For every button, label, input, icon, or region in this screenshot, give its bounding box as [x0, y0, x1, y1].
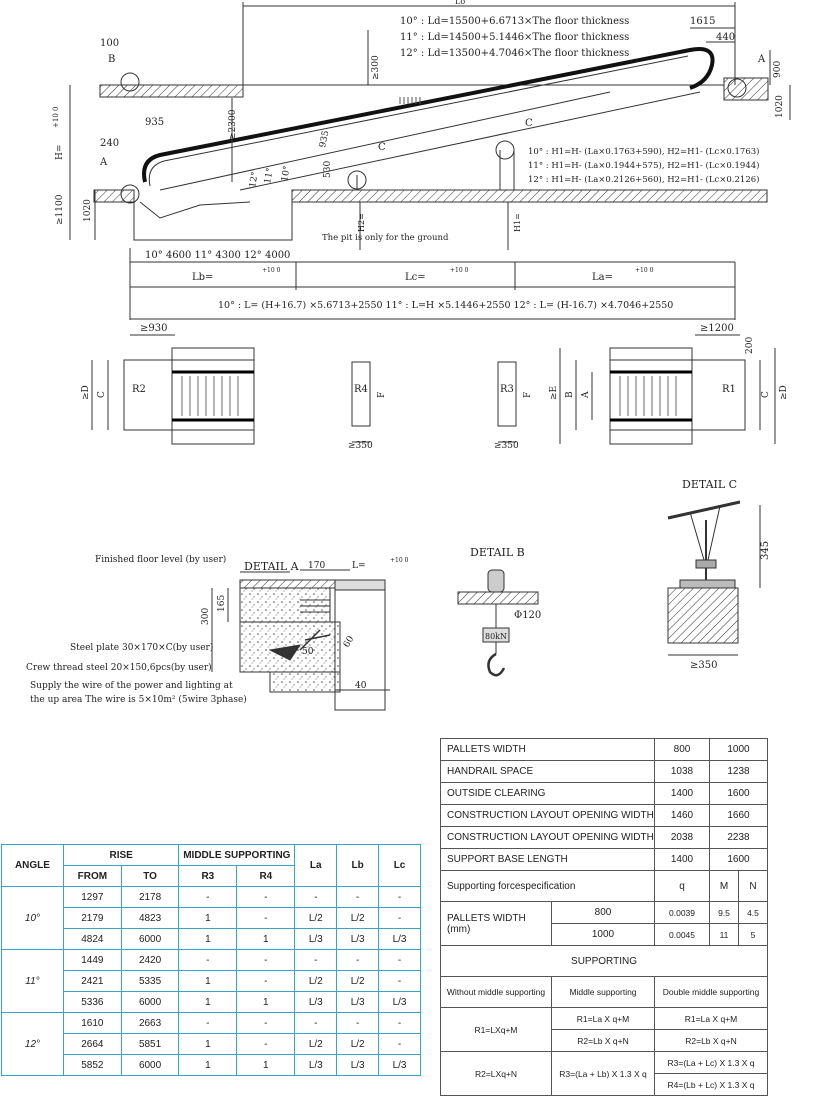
l-formula: 10° : L= (H+16.7) ×5.6713+2550 11° : L=H ×5.1446+2550 12° : L= (H-16.7) ×4.7046+2550 [218, 300, 674, 311]
formula-r2-without: R2=LXq+N [441, 1052, 552, 1096]
cell-from: 2664 [63, 1034, 121, 1055]
la-tol: +10 0 [635, 267, 654, 274]
support-circle-c2 [496, 141, 514, 159]
lb-eq: Lb= [192, 272, 214, 283]
label-r2: R2 [132, 384, 146, 395]
pit-outline [134, 202, 292, 240]
dim-1020-left: 1020 [83, 199, 93, 222]
upper-floor-left [100, 85, 243, 97]
dim-1615: 1615 [690, 16, 716, 27]
pw-m: 9.5 [710, 902, 739, 924]
cell-r3: 1 [179, 992, 237, 1013]
spec-v2: 1238 [710, 761, 768, 783]
label-f-r3: F [523, 391, 533, 398]
table-row [441, 871, 768, 902]
cell-lb: - [337, 887, 379, 908]
cell-lc: L/3 [379, 992, 421, 1013]
force-label: Supporting forcespecification [441, 871, 655, 902]
dim-200: 200 [745, 336, 755, 354]
cell-lc: - [379, 950, 421, 971]
cell-to: 2178 [121, 887, 179, 908]
cell-r3: 1 [179, 929, 237, 950]
label-ge-d-left: ≥D [81, 385, 91, 400]
dim-935: 935 [145, 117, 165, 128]
table-row [2, 1013, 421, 1034]
cell-lc: - [379, 971, 421, 992]
table-row [2, 1055, 421, 1076]
detail-a-l-eq: L= [352, 561, 366, 571]
ld-10-formula: 10° : Ld=15500+6.6713×The floor thickness [400, 16, 630, 27]
angle-cell: 11° [2, 950, 64, 1013]
header-la: La [295, 845, 337, 887]
spec-v2: 1000 [710, 739, 768, 761]
formula-r3-double: R3=(La + Lc) X 1.3 X q [655, 1052, 768, 1074]
cell-la: L/2 [295, 971, 337, 992]
supporting-title: SUPPORTING [441, 946, 768, 977]
spec-v2: 1600 [710, 783, 768, 805]
spec-v2: 2238 [710, 827, 768, 849]
label-c1: C [378, 142, 386, 153]
detail-c [668, 502, 760, 655]
h1-formula-11: 11° : H1=H- (La×0.1944+575), H2=H1- (Lc×0.1944) [528, 161, 760, 171]
cell-lc: L/3 [379, 929, 421, 950]
table-row [441, 946, 768, 977]
cell-r3: - [179, 1013, 237, 1034]
h2-eq: H2= [357, 213, 366, 232]
lb-tol: +10 0 [262, 267, 281, 274]
table-row [441, 977, 768, 1008]
cell-la: - [295, 887, 337, 908]
dim-170: 170 [308, 561, 326, 571]
dim-lo: Lo [455, 0, 466, 6]
label-ge-d-right: ≥D [779, 385, 789, 400]
cell-r4: - [237, 1034, 295, 1055]
spec-label: SUPPORT BASE LENGTH [441, 849, 655, 871]
header-angle: ANGLE [2, 845, 64, 887]
header-from: FROM [63, 866, 121, 887]
cell-lc: L/3 [379, 1055, 421, 1076]
cell-to: 6000 [121, 929, 179, 950]
dim-40: 40 [355, 681, 367, 691]
formula-r2-double: R2=Lb X q+N [655, 1030, 768, 1052]
cell-r4: - [237, 908, 295, 929]
header-without-middle: Without middle supporting [441, 977, 552, 1008]
header-r3: R3 [179, 866, 237, 887]
table-row [2, 929, 421, 950]
dim-900: 900 [773, 60, 783, 78]
table-row [2, 992, 421, 1013]
detail-a-labels [26, 554, 409, 705]
table-row [441, 849, 768, 871]
pw-q: 0.0045 [655, 924, 710, 946]
spec-v1: 1460 [655, 805, 710, 827]
header-lb: Lb [337, 845, 379, 887]
cell-lb: L/2 [337, 971, 379, 992]
dim-ge930: ≥930 [140, 323, 168, 334]
cell-r3: 1 [179, 908, 237, 929]
angle-10: 10° [280, 165, 293, 183]
spec-label: CONSTRUCTION LAYOUT OPENING WIDTH [441, 805, 655, 827]
dim-530: 530 [323, 160, 333, 178]
lower-floor-right [292, 190, 767, 202]
table-row [441, 1008, 768, 1030]
label-r1: R1 [722, 384, 736, 395]
h1-eq: H1= [513, 213, 522, 232]
dim-300: 300 [201, 607, 211, 625]
ld-11-formula: 11° : Ld=14500+5.1446×The floor thickness [400, 32, 630, 43]
cell-r4: 1 [237, 929, 295, 950]
label-f-r4: F [377, 391, 387, 398]
lower-floor-left [94, 190, 134, 202]
spec-v1: 1400 [655, 849, 710, 871]
load-80kn: 80kN [485, 632, 508, 641]
spec-label: HANDRAIL SPACE [441, 761, 655, 783]
dim-ge350-c: ≥350 [690, 660, 718, 671]
spec-label: CONSTRUCTION LAYOUT OPENING WIDTH [441, 827, 655, 849]
label-r4: R4 [354, 384, 368, 395]
cell-r4: - [237, 1013, 295, 1034]
cell-to: 4823 [121, 908, 179, 929]
table-row [2, 950, 421, 971]
cell-to: 6000 [121, 992, 179, 1013]
formula-r1-middle: R1=La X q+M [552, 1008, 655, 1030]
header-to: TO [121, 866, 179, 887]
spec-v1: 1038 [655, 761, 710, 783]
formula-r4-double: R4=(Lb + Lc) X 1.3 X q [655, 1074, 768, 1096]
table-row [2, 971, 421, 992]
header-lc: Lc [379, 845, 421, 887]
rise-table [1, 844, 421, 1076]
dim-ge2300: ≥2300 [228, 109, 238, 140]
spec-v1: 1400 [655, 783, 710, 805]
dim-50: 50 [302, 647, 314, 657]
label-ge-e: ≥E [549, 385, 559, 400]
lc-eq: Lc= [405, 272, 426, 283]
spec-table [440, 738, 768, 1096]
header-r4: R4 [237, 866, 295, 887]
cell-to: 6000 [121, 1055, 179, 1076]
h-tol: +10 0 [52, 106, 60, 128]
cell-r4: 1 [237, 992, 295, 1013]
cell-la: - [295, 950, 337, 971]
force-n: N [739, 871, 768, 902]
ld-12-formula: 12° : Ld=13500+4.7046×The floor thickness [400, 48, 630, 59]
cell-r4: - [237, 971, 295, 992]
label-a-right: A [758, 54, 766, 65]
header-middle-supporting: Middle supporting [552, 977, 655, 1008]
formula-r3-middle: R3=(La + Lb) X 1.3 X q [552, 1052, 655, 1096]
cell-la: L/3 [295, 992, 337, 1013]
finished-floor-note: Finished floor level (by user) [95, 555, 227, 565]
cell-r4: - [237, 887, 295, 908]
cell-lc: - [379, 1013, 421, 1034]
table-row [2, 908, 421, 929]
dim-240: 240 [100, 138, 120, 149]
angle-12: 12° [248, 171, 261, 189]
cell-lb: - [337, 950, 379, 971]
cell-from: 5852 [63, 1055, 121, 1076]
steel-plate-note: Steel plate 30×170×C(by user) [70, 643, 214, 653]
table-row [2, 887, 421, 908]
cell-lb: - [337, 1013, 379, 1034]
cell-r4: - [237, 950, 295, 971]
cell-lb: L/3 [337, 992, 379, 1013]
cell-r3: 1 [179, 971, 237, 992]
pit-note: The pit is only for the ground [322, 233, 449, 243]
cell-lc: - [379, 887, 421, 908]
header-rise: RISE [63, 845, 178, 866]
table-row [2, 1034, 421, 1055]
table-row [441, 783, 768, 805]
dim-ge1200: ≥1200 [700, 323, 734, 334]
detail-c-title: DETAIL C [682, 478, 738, 491]
label-b: B [108, 54, 116, 65]
force-m: M [710, 871, 739, 902]
cell-to: 2420 [121, 950, 179, 971]
cell-from: 4824 [63, 929, 121, 950]
header-middle: MIDDLE SUPPORTING [179, 845, 295, 866]
cell-from: 1297 [63, 887, 121, 908]
cell-lb: L/2 [337, 908, 379, 929]
cell-r3: 1 [179, 1055, 237, 1076]
pit-lengths: 10° 4600 11° 4300 12° 4000 [145, 250, 291, 261]
pw-n: 5 [739, 924, 768, 946]
dim-ge300: ≥300 [371, 55, 381, 80]
spec-label: OUTSIDE CLEARING [441, 783, 655, 805]
label-c-left: C [97, 391, 107, 398]
supply-note-1: Supply the wire of the power and lighting at [30, 681, 233, 691]
dim-440: 440 [716, 32, 736, 43]
table-row [441, 902, 768, 924]
crew-thread-note: Crew thread steel 20×150,6pcs(by user) [26, 663, 212, 673]
spec-v2: 1600 [710, 849, 768, 871]
cell-r3: 1 [179, 1034, 237, 1055]
dim-1020-right: 1020 [775, 95, 785, 118]
plan-view-labels [81, 323, 789, 451]
pw-n: 4.5 [739, 902, 768, 924]
formula-r1-without: R1=LXq+M [441, 1008, 552, 1052]
table-row [441, 805, 768, 827]
dim-100: 100 [100, 38, 120, 49]
cell-from: 5336 [63, 992, 121, 1013]
h1-formula-10: 10° : H1=H- (La×0.1763+590), H2=H1- (Lc×0.1763) [528, 147, 760, 157]
cell-to: 5851 [121, 1034, 179, 1055]
cell-to: 5335 [121, 971, 179, 992]
label-a-right-plan: A [581, 391, 591, 398]
label-r3: R3 [500, 384, 514, 395]
pw-q: 0.0039 [655, 902, 710, 924]
cell-to: 2663 [121, 1013, 179, 1034]
supply-note-2: the up area The wire is 5×10m² (5wire 3phase) [30, 695, 247, 705]
spec-v2: 1660 [710, 805, 768, 827]
cell-r3: - [179, 887, 237, 908]
angle-cell: 10° [2, 887, 64, 950]
cell-r3: - [179, 950, 237, 971]
cell-from: 1449 [63, 950, 121, 971]
angle-cell: 12° [2, 1013, 64, 1076]
detail-a-title: DETAIL A [244, 560, 299, 573]
dim-165: 165 [217, 594, 227, 612]
cell-lb: L/3 [337, 1055, 379, 1076]
pw-label [441, 902, 552, 946]
cell-r4: 1 [237, 1055, 295, 1076]
cell-la: L/3 [295, 1055, 337, 1076]
pw-label-2: (mm) [447, 923, 471, 935]
force-q: q [655, 871, 710, 902]
spec-label: PALLETS WIDTH [441, 739, 655, 761]
phi-120: Φ120 [514, 610, 542, 621]
table-row [441, 739, 768, 761]
cell-from: 2421 [63, 971, 121, 992]
detail-b [458, 570, 538, 675]
table-row [441, 1052, 768, 1074]
cell-from: 1610 [63, 1013, 121, 1034]
plan-view [92, 335, 775, 444]
table-row [441, 827, 768, 849]
cell-lb: L/2 [337, 1034, 379, 1055]
label-c-right: C [761, 391, 771, 398]
label-a-left: A [100, 157, 108, 168]
cell-lc: - [379, 1034, 421, 1055]
cell-lb: L/3 [337, 929, 379, 950]
dim-ge1100: ≥1100 [55, 194, 65, 225]
label-b-right: B [565, 391, 575, 398]
table-row [441, 761, 768, 783]
pw-width: 800 [552, 902, 655, 924]
formula-r2-middle: R2=Lb X q+N [552, 1030, 655, 1052]
detail-a-tol: +10 0 [390, 557, 409, 564]
cell-la: L/3 [295, 929, 337, 950]
cell-la: L/2 [295, 908, 337, 929]
dim-935b: 935 [318, 129, 332, 149]
la-eq: La= [592, 272, 613, 283]
dim-ge350-r4: ≥350 [348, 441, 373, 451]
dim-345: 345 [760, 540, 771, 560]
dim-60: 60 [341, 634, 357, 650]
formula-r1-double: R1=La X q+M [655, 1008, 768, 1030]
cell-la: L/2 [295, 1034, 337, 1055]
spec-v1: 2038 [655, 827, 710, 849]
pw-width: 1000 [552, 924, 655, 946]
label-c2: C [525, 118, 533, 129]
pw-m: 11 [710, 924, 739, 946]
spec-v1: 800 [655, 739, 710, 761]
detail-b-title: DETAIL B [470, 546, 525, 559]
cell-lc: - [379, 908, 421, 929]
cell-la: - [295, 1013, 337, 1034]
pw-label-1: PALLETS WIDTH [447, 912, 526, 924]
cell-from: 2179 [63, 908, 121, 929]
header-double-middle: Double middle supporting [655, 977, 768, 1008]
h1-formula-12: 12° : H1=H- (La×0.2126+560), H2=H1- (Lc×0.2126) [528, 175, 760, 185]
lc-tol: +10 0 [450, 267, 469, 274]
h-eq: H= [55, 144, 65, 160]
dim-ge350-r3: ≥350 [494, 441, 519, 451]
angle-11: 11° [263, 167, 276, 185]
